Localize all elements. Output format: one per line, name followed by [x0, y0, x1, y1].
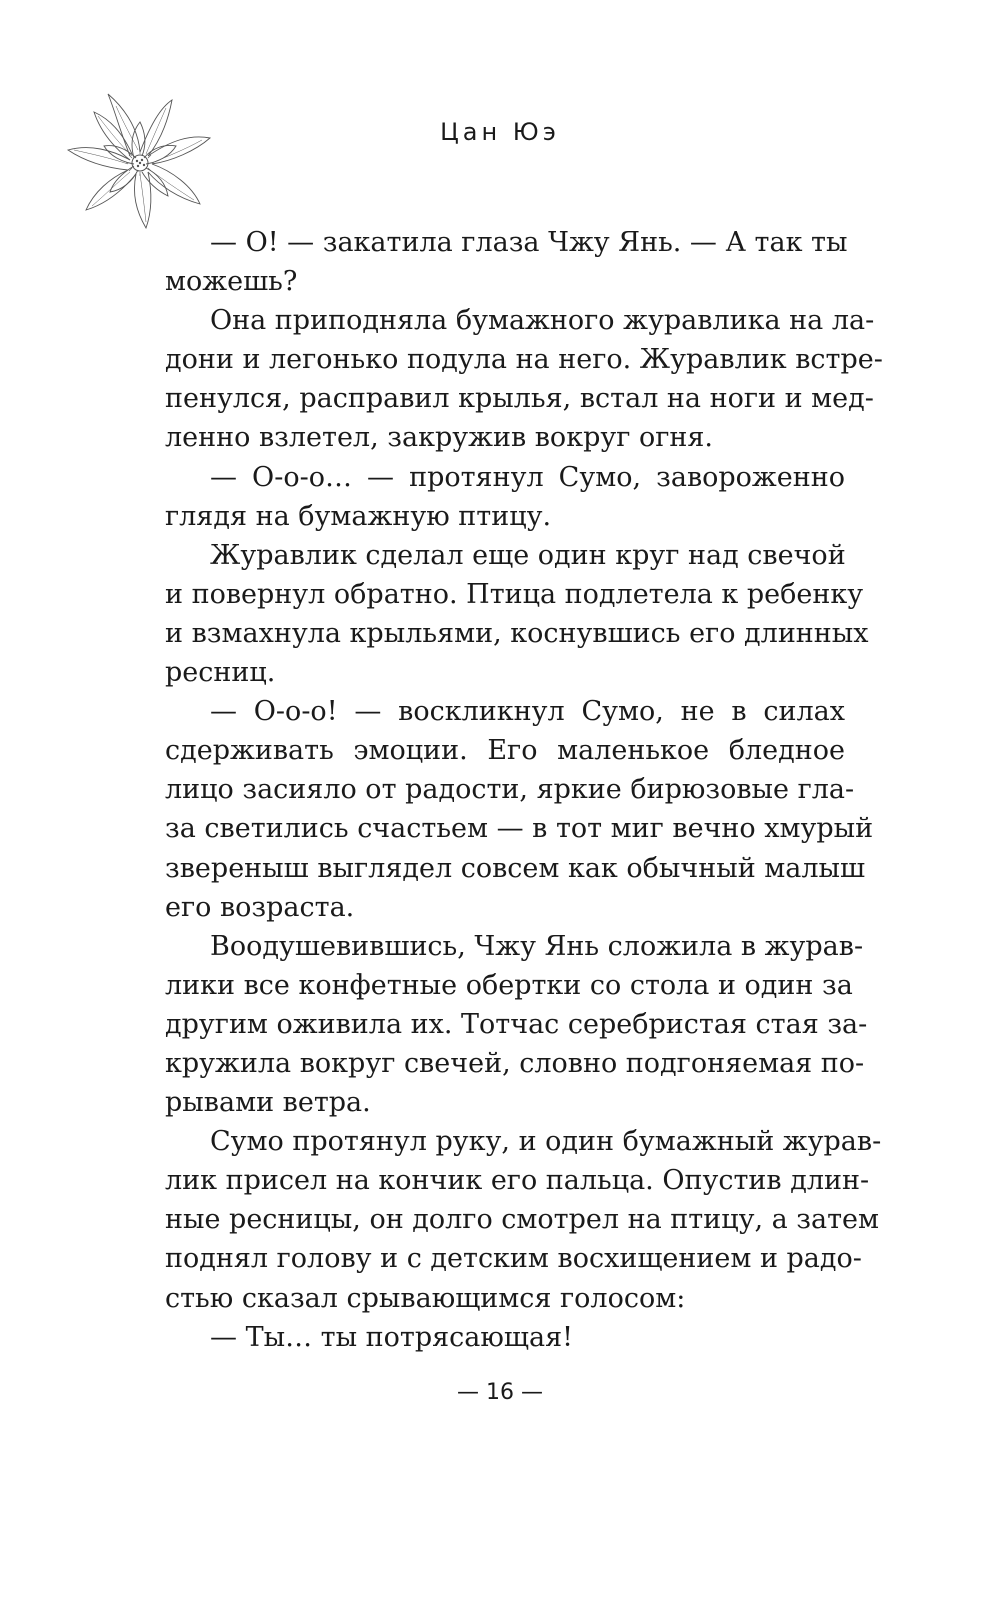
text-line: лик присел на кончик его пальца. Опустив длин-	[165, 1165, 870, 1197]
text-line: — О-о-о! — воскликнул Сумо, не в силах	[210, 696, 845, 728]
text-line: сдерживать эмоции. Его маленькое бледное	[165, 735, 845, 767]
text-line: другим оживила их. Тотчас серебристая стая за-	[165, 1008, 868, 1040]
text-line: поднял голову и с детским восхищением и радо-	[165, 1243, 862, 1275]
text-line: ресниц.	[165, 657, 276, 689]
text-line: ленно взлетел, закружив вокруг огня.	[165, 422, 713, 454]
text-line: можешь?	[165, 266, 298, 298]
text-line: за светились счастьем — в тот миг вечно хмурый	[165, 813, 874, 845]
text-line: стью сказал срывающимся голосом:	[165, 1282, 686, 1314]
text-line: ные ресницы, он долго смотрел на птицу, а затем	[165, 1204, 880, 1236]
text-line: — О-о-о… — протянул Сумо, завороженно	[210, 461, 845, 493]
text-line: пенулся, расправил крылья, встал на ноги и мед-	[165, 383, 874, 415]
text-line: дони и легонько подула на него. Журавлик встре-	[165, 344, 883, 376]
body-text	[165, 223, 883, 1357]
text-line: звереныш выглядел совсем как обычный малыш	[165, 852, 866, 884]
text-line: Она приподняла бумажного журавлика на ла-	[210, 305, 875, 337]
text-line: глядя на бумажную птицу.	[165, 500, 552, 532]
lotus-flower-icon	[60, 86, 230, 236]
text-line: и повернул обратно. Птица подлетела к ребенку	[165, 578, 864, 610]
text-line: — О! — закатила глаза Чжу Янь. — А так ты	[210, 227, 848, 258]
text-line: его возраста.	[165, 891, 355, 923]
text-line: кружила вокруг свечей, словно подгоняемая по-	[165, 1047, 865, 1079]
text-line: рывами ветра.	[165, 1087, 371, 1119]
running-head: Цан Юэ	[440, 118, 560, 146]
text-line: лики все конфетные обертки со стола и один за	[165, 969, 853, 1001]
text-line: — Ты… ты потрясающая!	[210, 1321, 573, 1353]
text-line: Журавлик сделал еще один круг над свечой	[210, 539, 846, 571]
text-line: Воодушевившись, Чжу Янь сложила в журав-	[210, 930, 864, 962]
text-line: Сумо протянул руку, и один бумажный журав-	[210, 1126, 882, 1158]
page-number: — 16 —	[457, 1380, 543, 1405]
text-line: и взмахнула крыльями, коснувшись его длинных	[165, 617, 869, 649]
text-line: лицо засияло от радости, яркие бирюзовые гла-	[165, 774, 855, 806]
